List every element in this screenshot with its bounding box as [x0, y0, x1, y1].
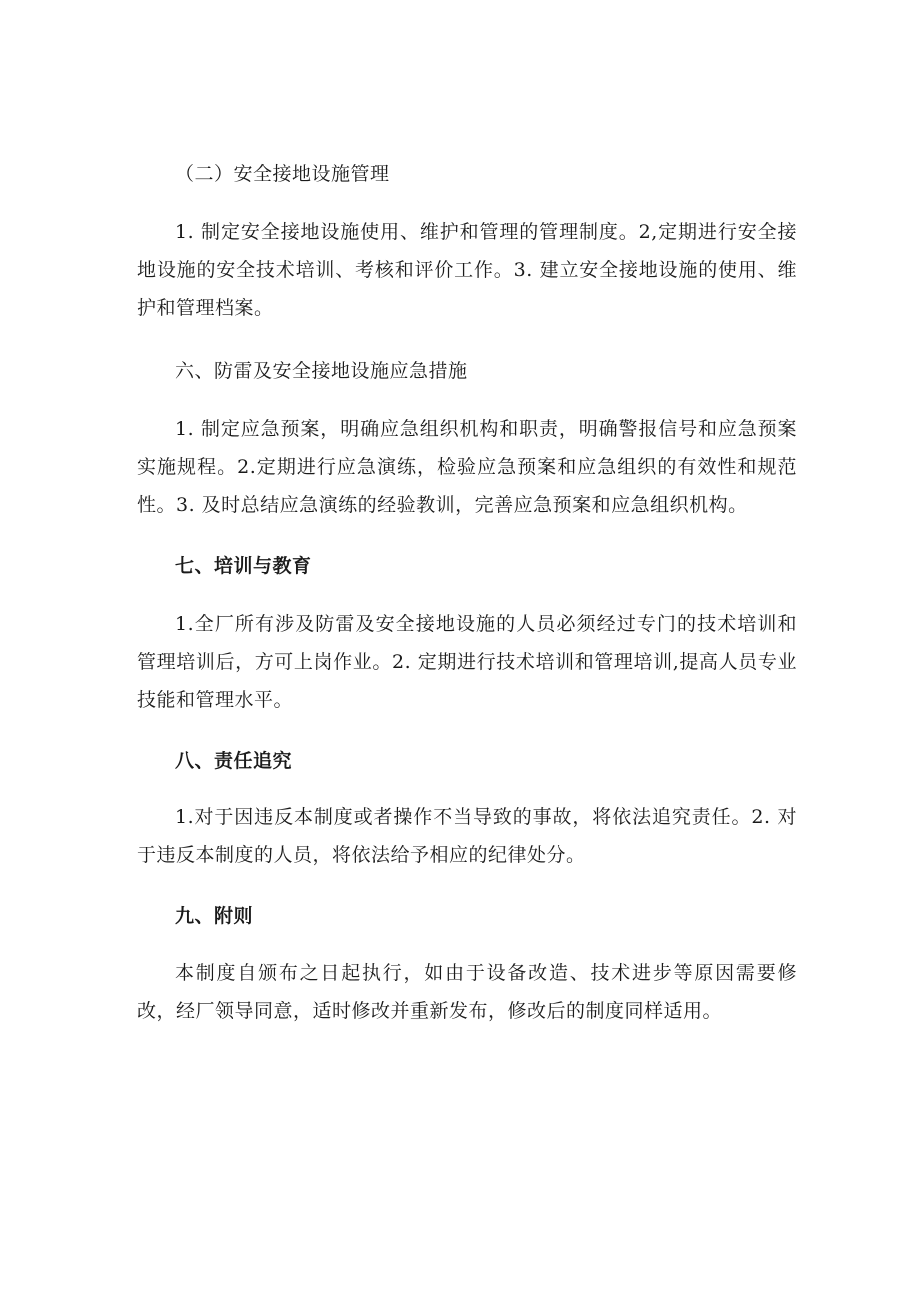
section-8-heading: 八、责任追究 [175, 750, 293, 772]
section-9-body: 本制度自颁布之日起执行，如由于设备改造、技术进步等原因需要修改，经厂领导同意，适时修改并重新发布，修改后的制度同样适用。 [137, 962, 797, 1022]
section-7-body: 1.全厂所有涉及防雷及安全接地设施的人员必须经过专门的技术培训和管理培训后，方可上岗作业。2. 定期进行技术培训和管理培训,提高人员专业技能和管理水平。 [137, 613, 797, 711]
sub-section-2-heading: （二）安全接地设施管理 [175, 163, 390, 185]
section-7-heading: 七、培训与教育 [175, 555, 312, 577]
section-6-body: 1. 制定应急预案，明确应急组织机构和职责，明确警报信号和应急预案实施规程。2.定期进行应急演练，检验应急预案和应急组织的有效性和规范性。3. 及时总结应急演练的经验教训，完善应急预案和应急组织机构。 [137, 418, 797, 516]
sub-section-2-body: 1. 制定安全接地设施使用、维护和管理的管理制度。2,定期进行安全接地设施的安全技术培训、考核和评价工作。3. 建立安全接地设施的使用、维护和管理档案。 [137, 221, 797, 319]
section-6-heading: 六、防雷及安全接地设施应急措施 [175, 360, 468, 382]
section-8-body: 1.对于因违反本制度或者操作不当导致的事故，将依法追究责任。2. 对于违反本制度的人员，将依法给予相应的纪律处分。 [137, 806, 797, 866]
section-9-heading: 九、附则 [175, 905, 254, 927]
